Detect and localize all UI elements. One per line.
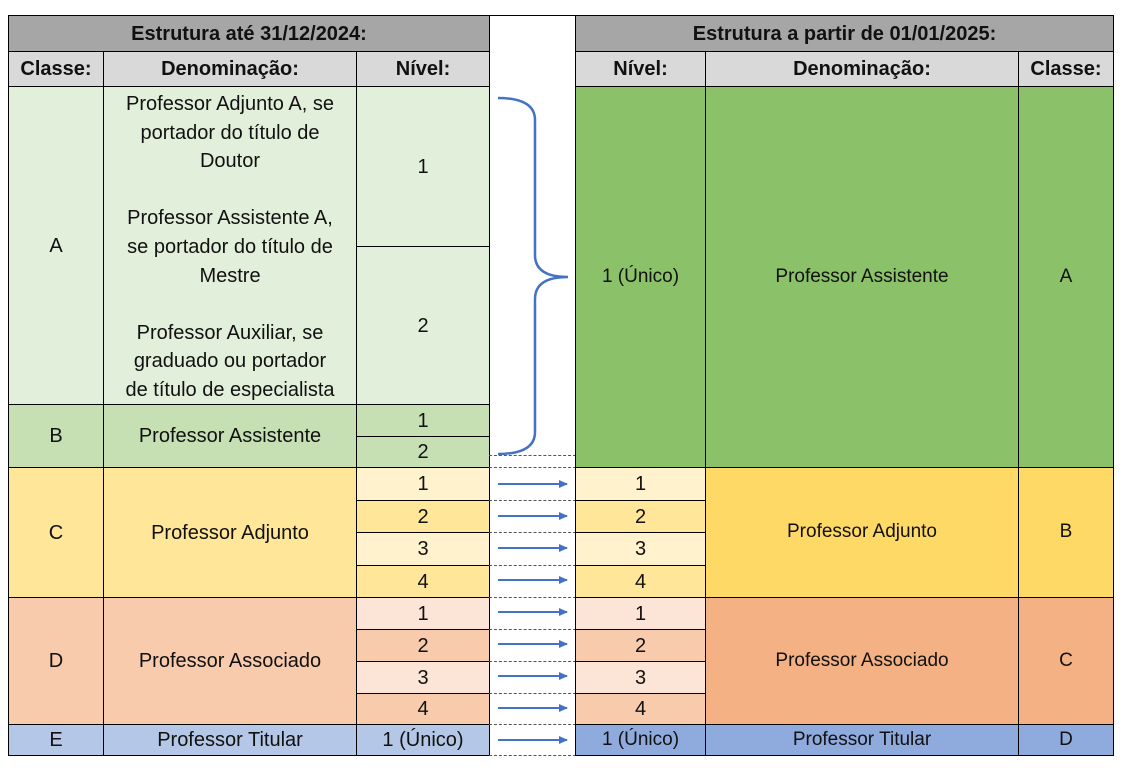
left-nivel-d-4: 4: [356, 693, 490, 725]
left-denominacao-b: Professor Assistente: [103, 404, 357, 468]
denominacao-a-line: Professor Assistente A,: [127, 207, 333, 230]
connector-bottom-border: [489, 755, 576, 756]
right-denominacao-b: Professor Adjunto: [705, 467, 1019, 598]
right-nivel-c-4: 4: [575, 693, 706, 725]
right-nivel-c-3: 3: [575, 661, 706, 694]
denominacao-a-line: Mestre: [199, 264, 261, 287]
left-classe-a: A: [8, 86, 104, 405]
right-nivel-c-1: 1: [575, 597, 706, 630]
connector-divider: [489, 597, 576, 598]
right-denominacao-a: Professor Assistente: [705, 86, 1019, 468]
right-nivel-b-1: 1: [575, 467, 706, 501]
left-nivel-c-3: 3: [356, 532, 490, 566]
right-col-classe: Classe:: [1018, 51, 1114, 87]
denominacao-a-line: de título de especialista: [125, 378, 335, 401]
right-classe-c: C: [1018, 597, 1114, 725]
right-classe-a: A: [1018, 86, 1114, 468]
right-nivel-b-2: 2: [575, 500, 706, 533]
left-denominacao-d: Professor Associado: [103, 597, 357, 725]
right-nivel-d: 1 (Único): [575, 724, 706, 756]
denominacao-a-line: graduado ou portador: [133, 350, 327, 373]
left-nivel-b-2: 2: [356, 436, 490, 468]
left-nivel-d-2: 2: [356, 629, 490, 662]
right-nivel-c-2: 2: [575, 629, 706, 662]
curly-brace-icon: [498, 98, 568, 454]
connector-divider: [489, 500, 576, 501]
left-col-classe: Classe:: [8, 51, 104, 87]
right-nivel-b-3: 3: [575, 532, 706, 566]
left-nivel-e: 1 (Único): [356, 724, 490, 756]
denominacao-a-line: [104, 176, 356, 205]
connector-divider: [489, 629, 576, 630]
left-nivel-a-2: 2: [356, 246, 490, 405]
right-classe-b: B: [1018, 467, 1114, 598]
right-title: Estrutura a partir de 01/01/2025:: [575, 15, 1114, 52]
left-nivel-d-3: 3: [356, 661, 490, 694]
connector-divider: [489, 565, 576, 566]
denominacao-a-line: portador do título de: [140, 121, 320, 144]
right-col-denominacao: Denominação:: [705, 51, 1019, 87]
right-nivel-b-4: 4: [575, 565, 706, 598]
connector-divider: [489, 532, 576, 533]
connector-divider: [489, 693, 576, 694]
denominacao-a-line: Doutor: [199, 150, 261, 173]
left-classe-e: E: [8, 724, 104, 756]
denominacao-a-line: Professor Adjunto A, se: [126, 93, 334, 115]
left-classe-c: C: [8, 467, 104, 598]
left-nivel-c-2: 2: [356, 500, 490, 533]
left-denominacao-c: Professor Adjunto: [103, 467, 357, 598]
left-nivel-a-1: 1: [356, 86, 490, 247]
right-col-nivel: Nível:: [575, 51, 706, 87]
connector-divider: [489, 661, 576, 662]
connector-divider: [489, 724, 576, 725]
right-nivel-a: 1 (Único): [575, 86, 706, 468]
left-nivel-b-1: 1: [356, 404, 490, 437]
left-classe-b: B: [8, 404, 104, 468]
right-classe-d: D: [1018, 724, 1114, 756]
denominacao-a-line: se portador do título de: [127, 235, 333, 258]
left-title: Estrutura até 31/12/2024:: [8, 15, 490, 52]
left-col-nivel: Nível:: [356, 51, 490, 87]
denominacao-a-line: Professor Auxiliar, se: [136, 321, 324, 344]
right-denominacao-d: Professor Titular: [705, 724, 1019, 756]
connector-top-border: [489, 15, 576, 16]
left-classe-d: D: [8, 597, 104, 725]
left-denominacao-e: Professor Titular: [103, 724, 357, 756]
left-denominacao-a: [103, 86, 357, 405]
left-col-denominacao: Denominação:: [103, 51, 357, 87]
connector-divider: [489, 455, 576, 456]
left-nivel-c-4: 4: [356, 565, 490, 598]
left-nivel-d-1: 1: [356, 597, 490, 630]
connector-divider: [489, 467, 576, 468]
left-nivel-c-1: 1: [356, 467, 490, 501]
right-denominacao-c: Professor Associado: [705, 597, 1019, 725]
denominacao-a-line: [104, 290, 356, 319]
